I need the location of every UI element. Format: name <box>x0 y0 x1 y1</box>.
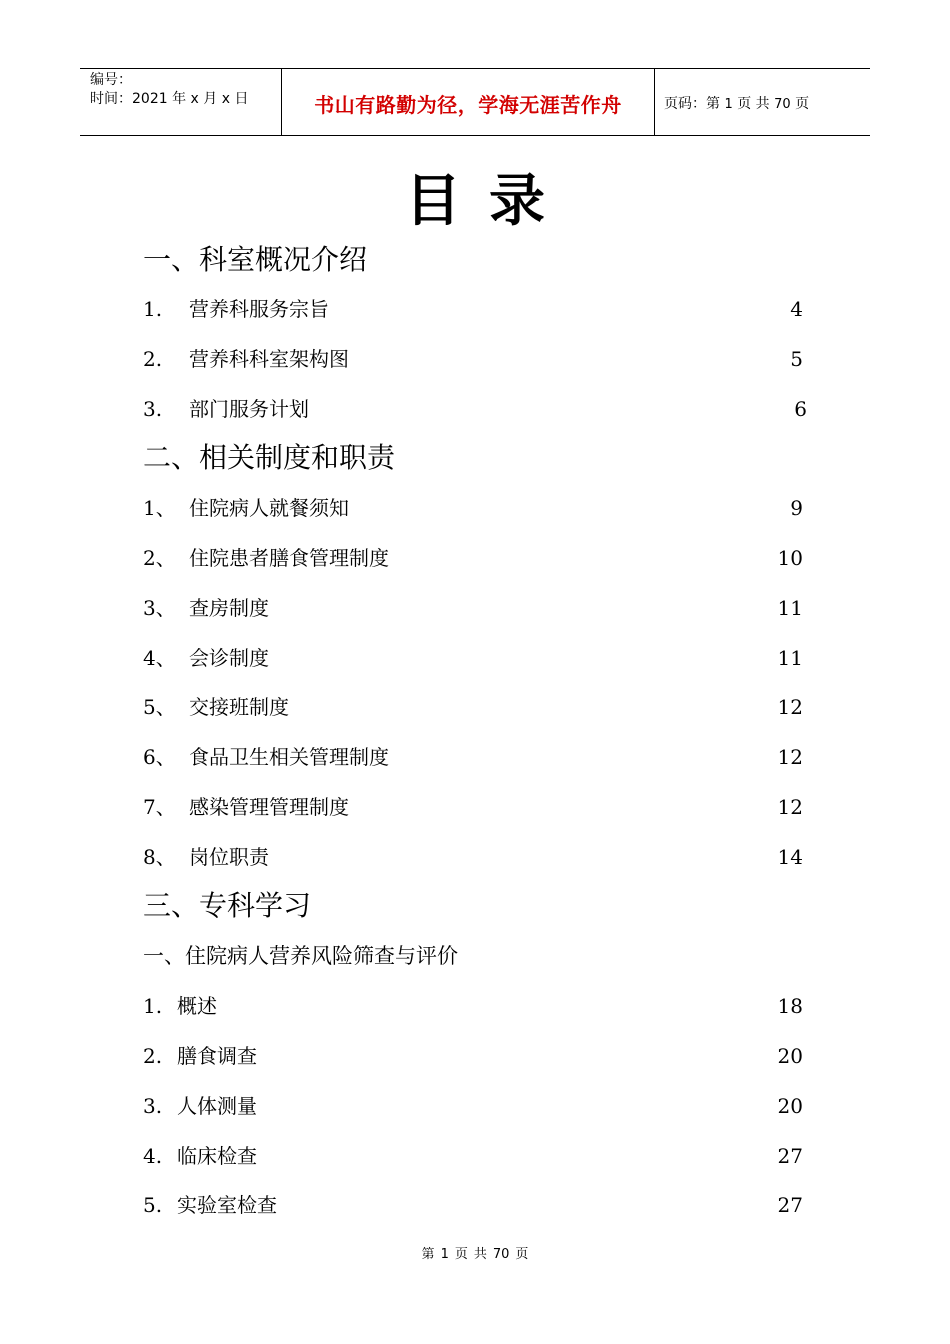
toc-entry-page: 18 <box>777 994 803 1018</box>
section-heading-specialty-study: 三、专科学习 <box>143 889 312 922</box>
toc-entry-number: 1. <box>143 994 163 1018</box>
toc-entry[interactable] <box>143 294 807 324</box>
subsection-heading: 一、住院病人营养风险筛查与评价 <box>143 944 458 968</box>
toc-entry-label: 感染管理管理制度 <box>189 795 349 819</box>
toc-entry-page: 12 <box>777 795 803 819</box>
toc-entry-page: 12 <box>777 745 803 769</box>
toc-entry[interactable] <box>143 493 807 523</box>
toc-entry-page: 4 <box>790 297 803 321</box>
header-page-total: 70 <box>774 97 791 112</box>
toc-entry-number: 5、 <box>143 695 176 719</box>
footer-total-pages: 70 <box>492 1247 510 1262</box>
toc-entry-number: 7、 <box>143 795 176 819</box>
toc-entry-number: 6、 <box>143 745 176 769</box>
toc-entry-label: 会诊制度 <box>189 646 269 670</box>
header-page-suffix: 页 <box>795 96 810 112</box>
toc-entry[interactable] <box>143 692 807 722</box>
footer-mid2: 共 <box>473 1247 487 1262</box>
toc-entry-page: 10 <box>777 546 803 570</box>
toc-entry[interactable] <box>143 1141 807 1171</box>
toc-entry-page: 12 <box>777 695 803 719</box>
toc-entry[interactable] <box>143 344 807 374</box>
toc-entry-page: 9 <box>790 496 803 520</box>
toc-entry-label: 膳食调查 <box>177 1044 257 1068</box>
toc-entry[interactable] <box>143 842 807 872</box>
toc-entry-label: 岗位职责 <box>189 845 269 869</box>
toc-entry-number: 2. <box>143 1044 163 1068</box>
toc-entry-page: 20 <box>777 1094 803 1118</box>
document-time-label: 时间：2021 年 x 月 x 日 <box>90 91 249 107</box>
footer-current-page: 1 <box>440 1247 449 1262</box>
toc-entry-number: 3. <box>143 1094 163 1118</box>
toc-entry[interactable] <box>143 1190 807 1220</box>
toc-entry-label: 营养科服务宗旨 <box>189 297 329 321</box>
toc-entry[interactable] <box>143 991 807 1021</box>
toc-entry-label: 查房制度 <box>189 596 269 620</box>
toc-entry-page: 27 <box>777 1144 803 1168</box>
toc-entry-number: 1. <box>143 297 163 321</box>
document-number-label: 编号： <box>90 72 132 88</box>
header-meta <box>90 71 280 109</box>
toc-entry-label: 食品卫生相关管理制度 <box>189 745 389 769</box>
toc-entry-number: 8、 <box>143 845 176 869</box>
toc-entry-label: 住院患者膳食管理制度 <box>189 546 389 570</box>
toc-entry-number: 4. <box>143 1144 163 1168</box>
header-page-mid: 页 共 <box>737 96 770 112</box>
page-header <box>80 68 870 136</box>
header-page-current: 1 <box>724 97 733 112</box>
toc-entry-page: 20 <box>777 1044 803 1068</box>
toc-entry-page: 14 <box>777 845 803 869</box>
header-page-indicator <box>664 93 809 113</box>
toc-entry[interactable] <box>143 792 807 822</box>
footer-prefix: 第 <box>421 1247 435 1262</box>
toc-entry-label: 概述 <box>177 994 217 1018</box>
toc-entry-label: 人体测量 <box>177 1094 257 1118</box>
toc-entry-number: 2. <box>143 347 163 371</box>
toc-entry-number: 3、 <box>143 596 176 620</box>
toc-entry[interactable] <box>143 1041 807 1071</box>
toc-entry-number: 2、 <box>143 546 176 570</box>
page-title: 目录 <box>405 168 573 234</box>
toc-entry-label: 营养科科室架构图 <box>189 347 349 371</box>
toc-entry-number: 3. <box>143 397 163 421</box>
toc-entry-page: 11 <box>777 646 803 670</box>
page-footer <box>0 1246 950 1264</box>
footer-mid1: 页 <box>454 1247 468 1262</box>
toc-entry-number: 4、 <box>143 646 176 670</box>
toc-entry[interactable] <box>143 394 807 424</box>
toc-entry-label: 实验室检查 <box>177 1193 277 1217</box>
toc-entry-page: 11 <box>777 596 803 620</box>
toc-entry-label: 交接班制度 <box>189 695 289 719</box>
toc-entry-label: 临床检查 <box>177 1144 257 1168</box>
toc-entry-page: 6 <box>794 397 807 421</box>
header-motto: 书山有路勤为径，学海无涯苦作舟 <box>314 93 622 117</box>
toc-entry-label: 部门服务计划 <box>189 397 309 421</box>
section-heading-overview: 一、科室概况介绍 <box>143 243 368 276</box>
toc-entry-page: 5 <box>790 347 803 371</box>
toc-entry-number: 5. <box>143 1193 163 1217</box>
toc-entry-number: 1、 <box>143 496 176 520</box>
toc-entry[interactable] <box>143 1091 807 1121</box>
section-heading-regulations: 二、相关制度和职责 <box>143 441 396 474</box>
toc-entry[interactable] <box>143 742 807 772</box>
toc-entry-label: 住院病人就餐须知 <box>189 496 349 520</box>
toc-entry[interactable] <box>143 543 807 573</box>
header-divider-right <box>654 69 655 135</box>
toc-entry-page: 27 <box>777 1193 803 1217</box>
header-page-prefix: 页码：第 <box>664 96 720 112</box>
toc-entry[interactable] <box>143 593 807 623</box>
toc-entry[interactable] <box>143 643 807 673</box>
footer-suffix: 页 <box>515 1247 529 1262</box>
